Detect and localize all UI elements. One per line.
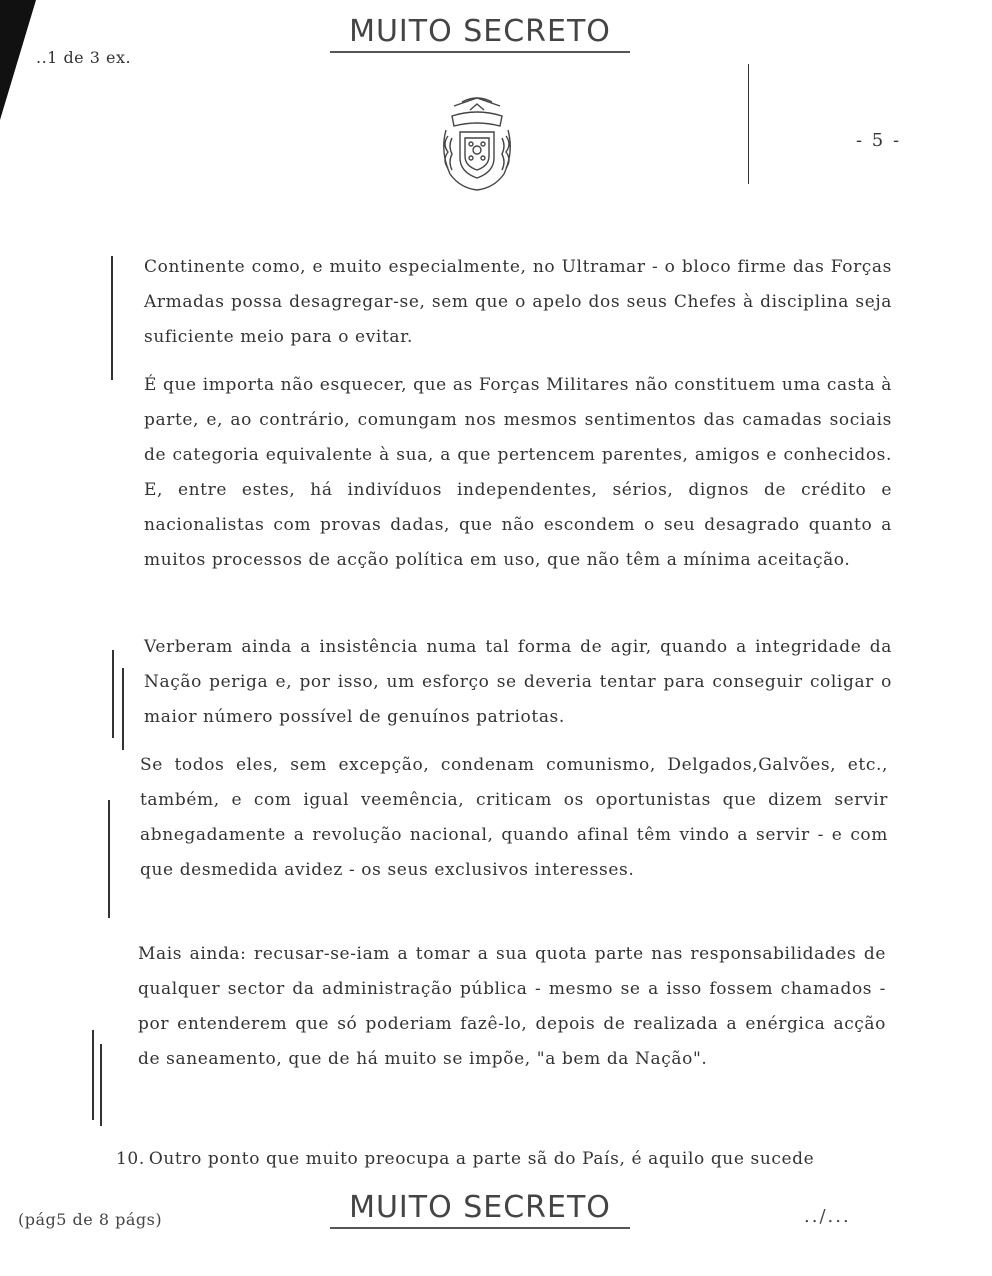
continuation-mark: ../... bbox=[804, 1206, 851, 1227]
margin-line bbox=[108, 800, 110, 918]
classification-footer-text: MUITO SECRETO bbox=[349, 1190, 611, 1225]
page-number: - 5 - bbox=[856, 130, 902, 151]
paragraph: Se todos eles, sem excepção, condenam comunismo, Delgados,Galvões, etc., também, e com igual veemência, criticam os oportunistas que dizem servir abnegadamente a revolução nacional, quando afinal têm vindo a servir - e com que desmedida avidez - os seus exclusivos interesses. bbox=[140, 755, 888, 880]
paragraph: Mais ainda: recusar-se-iam a tomar a sua quota parte nas responsabilidades de qualquer sector da administração pública - mesmo se a isso fossem chamados - por entenderem que só poderiam fazê-lo, depois de realizada a enérgica acção de saneamento, que de há muito se impõe, "a bem da Nação". bbox=[138, 944, 886, 1069]
margin-line bbox=[112, 650, 114, 738]
classification-underline bbox=[330, 51, 630, 53]
corner-shadow bbox=[0, 0, 36, 120]
page-count-footer: (pág5 de 8 págs) bbox=[18, 1210, 163, 1229]
paragraph: Continente como, e muito especialmente, no Ultramar - o bloco firme das Forças Armadas possa desagregar-se, sem que o apelo dos seus Chefes à disciplina seja suficiente meio para o evitar. bbox=[144, 257, 892, 347]
margin-line bbox=[111, 256, 113, 380]
item-text: Outro ponto que muito preocupa a parte sã do País, é aquilo que sucede bbox=[148, 1149, 815, 1169]
classification-footer bbox=[300, 1190, 660, 1229]
coat-of-arms-seal bbox=[434, 92, 520, 192]
margin-line bbox=[92, 1030, 94, 1120]
item-number: 10. bbox=[116, 1149, 145, 1169]
margin-line bbox=[748, 64, 749, 184]
classification-header-text: MUITO SECRETO bbox=[349, 14, 611, 49]
margin-line bbox=[100, 1044, 102, 1126]
margin-line bbox=[122, 668, 124, 750]
paragraph: Verberam ainda a insistência numa tal forma de agir, quando a integridade da Nação periga e, por isso, um esforço se deveria tentar para conseguir coligar o maior número possível de genuínos patriotas. bbox=[144, 637, 892, 727]
paragraph: É que importa não esquecer, que as Forças Militares não constituem uma casta à parte, e, ao contrário, comungam nos mesmos sentimentos das camadas sociais de categoria equivalente à sua, a que pertencem parentes, amigos e conhecidos. E, entre estes, há indivíduos independentes, sérios, dignos de crédito e nacionalistas com provas dadas, que não escondem o seu desagrado quanto a muitos processos de acção política em uso, que não têm a mínima aceitação. bbox=[144, 375, 892, 570]
classification-header bbox=[300, 14, 660, 53]
copy-note: ..1 de 3 ex. bbox=[36, 48, 132, 67]
classification-underline bbox=[330, 1227, 630, 1229]
numbered-item-10 bbox=[116, 1142, 892, 1177]
